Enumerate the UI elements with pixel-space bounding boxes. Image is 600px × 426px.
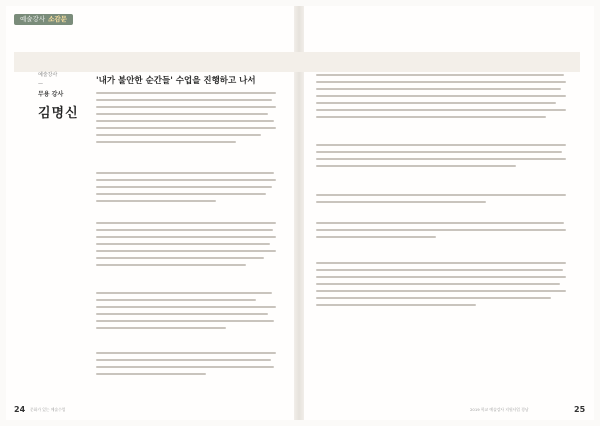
left-column-quote <box>96 292 276 334</box>
section-tag-emphasis: 소감문 <box>48 15 67 23</box>
author-category: 예술강사 <box>38 72 58 78</box>
right-footer-text: 2019 학교 예술강사 지원사업 경남 <box>470 407 529 412</box>
left-column-paragraph-1 <box>96 92 276 148</box>
author-name: 김명신 <box>38 106 79 121</box>
right-page-number: 25 <box>574 405 586 414</box>
right-column-paragraph-5 <box>316 262 566 311</box>
right-column-paragraph-3 <box>316 194 566 208</box>
section-tag <box>14 14 73 25</box>
section-tag-label: 예술강사 <box>20 15 46 23</box>
header-band <box>14 52 580 72</box>
right-column-paragraph-2 <box>316 144 566 172</box>
left-column-paragraph-4 <box>96 352 276 380</box>
left-page-number: 24 <box>14 405 26 414</box>
right-column-paragraph-4 <box>316 222 566 243</box>
right-column-paragraph-1 <box>316 74 566 123</box>
author-role: 무용 강사 <box>38 91 64 98</box>
left-column-paragraph-2 <box>96 172 276 207</box>
author-divider: — <box>38 81 43 87</box>
author-sidebar <box>38 72 88 121</box>
left-column-paragraph-3 <box>96 222 276 271</box>
article-title: '내가 불안한 순간들' 수업을 진행하고 나서 <box>96 76 256 86</box>
left-footer-text: 문화가 있는 예술수업 <box>30 407 66 412</box>
